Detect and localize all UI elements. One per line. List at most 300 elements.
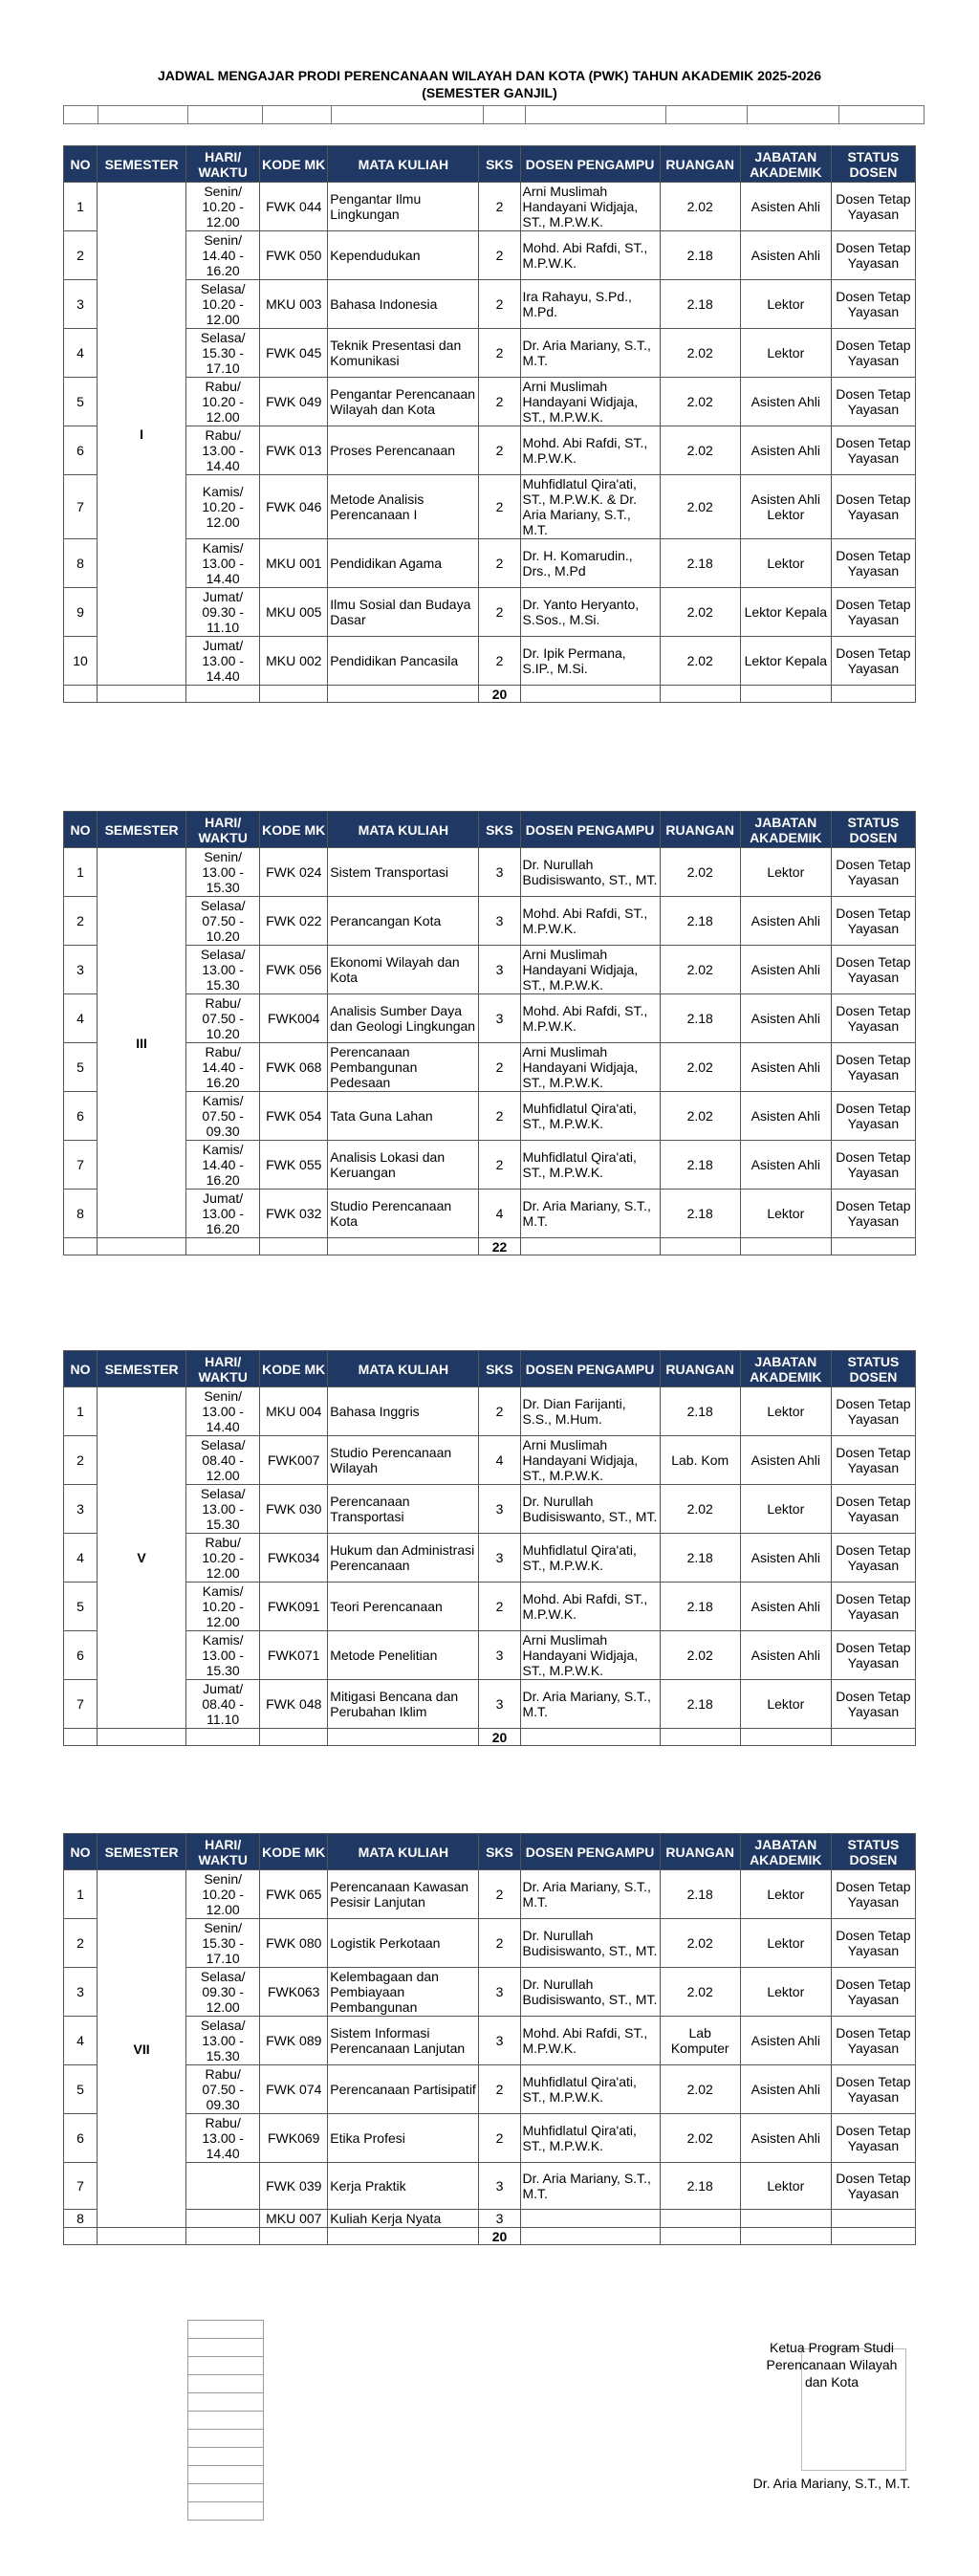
column-header-status: STATUS DOSEN xyxy=(831,146,915,183)
column-header-hari: HARI/ WAKTU xyxy=(186,812,260,848)
semester-cell: V xyxy=(98,1387,186,1729)
cell-dosen: Muhfidlatul Qira'ati, ST., M.P.W.K. xyxy=(520,2065,660,2114)
cell-kode: MKU 007 xyxy=(260,2210,328,2228)
column-header-matkul: MATA KULIAH xyxy=(328,1834,479,1870)
cell-jabatan: Asisten Ahli xyxy=(740,1436,831,1485)
cell-no: 6 xyxy=(64,1092,98,1141)
cell-no: 2 xyxy=(64,231,98,280)
total-empty-cell xyxy=(64,1729,98,1746)
column-header-kode: KODE MK xyxy=(260,1834,328,1870)
cell-sks: 2 xyxy=(479,2065,520,2114)
cell-hari: Selasa/ 13.00 - 15.30 xyxy=(186,1485,260,1534)
cell-kode: FWK 054 xyxy=(260,1092,328,1141)
cell-hari: Senin/ 13.00 - 15.30 xyxy=(186,848,260,897)
cell-jabatan: Asisten Ahli xyxy=(740,1141,831,1190)
cell-sks: 2 xyxy=(479,1092,520,1141)
cell-matkul: Kerja Praktik xyxy=(328,2163,479,2210)
cell-sks: 2 xyxy=(479,1919,520,1968)
cell-sks: 2 xyxy=(479,329,520,378)
cell-dosen: Mohd. Abi Rafdi, ST., M.P.W.K. xyxy=(520,994,660,1043)
cell-no: 8 xyxy=(64,1190,98,1238)
cell-matkul: Teori Perencanaan xyxy=(328,1583,479,1631)
cell-ruangan: 2.18 xyxy=(660,994,740,1043)
cell-ruangan: 2.18 xyxy=(660,1583,740,1631)
column-header-jabatan: JABATAN AKADEMIK xyxy=(740,812,831,848)
total-empty-cell xyxy=(260,686,328,703)
column-header-ruangan: RUANGAN xyxy=(660,1351,740,1387)
cell-status: Dosen Tetap Yayasan xyxy=(831,848,915,897)
cell-sks: 4 xyxy=(479,1436,520,1485)
cell-sks: 3 xyxy=(479,897,520,946)
cell-hari: Kamis/ 07.50 - 09.30 xyxy=(186,1092,260,1141)
cell-matkul: Pengantar Perencanaan Wilayah dan Kota xyxy=(328,378,479,426)
column-header-kode: KODE MK xyxy=(260,812,328,848)
cell-matkul: Analisis Lokasi dan Keruangan xyxy=(328,1141,479,1190)
cell-sks: 3 xyxy=(479,1631,520,1680)
table-row xyxy=(64,2017,916,2065)
cell-sks: 4 xyxy=(479,1190,520,1238)
cell-ruangan: Lab. Kom xyxy=(660,1436,740,1485)
cell-jabatan: Lektor xyxy=(740,1190,831,1238)
cell-no: 6 xyxy=(64,1631,98,1680)
cell-status: Dosen Tetap Yayasan xyxy=(831,1968,915,2017)
cell-sks: 2 xyxy=(479,231,520,280)
cell-no: 6 xyxy=(64,426,98,475)
cell-jabatan: Lektor xyxy=(740,1387,831,1436)
cell-matkul: Etika Profesi xyxy=(328,2114,479,2163)
column-header-sks: SKS xyxy=(479,812,520,848)
cell-jabatan: Asisten Ahli xyxy=(740,2114,831,2163)
cell-status: Dosen Tetap Yayasan xyxy=(831,1919,915,1968)
column-header-matkul: MATA KULIAH xyxy=(328,1351,479,1387)
cell-no: 1 xyxy=(64,183,98,231)
schedule-table-semester-vii xyxy=(63,1833,916,2245)
cell-ruangan: 2.02 xyxy=(660,1485,740,1534)
cell-status: Dosen Tetap Yayasan xyxy=(831,2017,915,2065)
cell-ruangan: 2.02 xyxy=(660,1919,740,1968)
cell-matkul: Perencanaan Pembangunan Pedesaan xyxy=(328,1043,479,1092)
cell-kode: FWK 080 xyxy=(260,1919,328,1968)
cell-status: Dosen Tetap Yayasan xyxy=(831,637,915,686)
cell-no: 2 xyxy=(64,897,98,946)
cell-hari xyxy=(186,2163,260,2210)
cell-hari: Rabu/ 13.00 - 14.40 xyxy=(186,2114,260,2163)
cell-status: Dosen Tetap Yayasan xyxy=(831,1190,915,1238)
cell-hari: Selasa/ 09.30 - 12.00 xyxy=(186,1968,260,2017)
column-header-hari: HARI/ WAKTU xyxy=(186,1351,260,1387)
cell-matkul: Kuliah Kerja Nyata xyxy=(328,2210,479,2228)
cell-ruangan: 2.02 xyxy=(660,1968,740,2017)
total-sks: 20 xyxy=(479,1729,520,1746)
cell-matkul: Studio Perencanaan Wilayah xyxy=(328,1436,479,1485)
cell-jabatan: Lektor xyxy=(740,1680,831,1729)
column-header-kode: KODE MK xyxy=(260,146,328,183)
cell-status: Dosen Tetap Yayasan xyxy=(831,897,915,946)
cell-ruangan: 2.18 xyxy=(660,1680,740,1729)
column-header-jabatan: JABATAN AKADEMIK xyxy=(740,1351,831,1387)
total-empty-cell xyxy=(660,1238,740,1255)
cell-sks: 2 xyxy=(479,588,520,637)
table-row xyxy=(64,1870,916,1919)
table-row xyxy=(64,1919,916,1968)
cell-matkul: Analisis Sumber Daya dan Geologi Lingkungan xyxy=(328,994,479,1043)
cell-kode: FWK 024 xyxy=(260,848,328,897)
cell-kode: FWK069 xyxy=(260,2114,328,2163)
cell-matkul: Sistem Informasi Perencanaan Lanjutan xyxy=(328,2017,479,2065)
total-empty-cell xyxy=(64,686,98,703)
cell-status: Dosen Tetap Yayasan xyxy=(831,280,915,329)
cell-status: Dosen Tetap Yayasan xyxy=(831,1092,915,1141)
total-sks: 22 xyxy=(479,1238,520,1255)
cell-status: Dosen Tetap Yayasan xyxy=(831,2114,915,2163)
cell-dosen: Muhfidlatul Qira'ati, ST., M.P.W.K. xyxy=(520,1141,660,1190)
total-empty-cell xyxy=(186,686,260,703)
cell-hari: Senin/ 14.40 - 16.20 xyxy=(186,231,260,280)
cell-kode: FWK 046 xyxy=(260,475,328,539)
table-row xyxy=(64,994,916,1043)
table-row xyxy=(64,426,916,475)
cell-ruangan: 2.18 xyxy=(660,280,740,329)
column-header-matkul: MATA KULIAH xyxy=(328,812,479,848)
cell-matkul: Studio Perencanaan Kota xyxy=(328,1190,479,1238)
cell-sks: 3 xyxy=(479,2017,520,2065)
cell-hari: Kamis/ 14.40 - 16.20 xyxy=(186,1141,260,1190)
cell-status xyxy=(831,2210,915,2228)
cell-kode: MKU 003 xyxy=(260,280,328,329)
total-sks: 20 xyxy=(479,686,520,703)
cell-matkul: Pendidikan Agama xyxy=(328,539,479,588)
cell-no: 9 xyxy=(64,588,98,637)
cell-ruangan: 2.18 xyxy=(660,1870,740,1919)
table-header-row xyxy=(64,146,916,183)
cell-dosen: Dr. H. Komarudin., Drs., M.Pd xyxy=(520,539,660,588)
column-header-jabatan: JABATAN AKADEMIK xyxy=(740,1834,831,1870)
column-header-semester: SEMESTER xyxy=(98,812,186,848)
cell-status: Dosen Tetap Yayasan xyxy=(831,329,915,378)
table-row xyxy=(64,1968,916,2017)
cell-no: 3 xyxy=(64,946,98,994)
cell-sks: 3 xyxy=(479,2210,520,2228)
table-row xyxy=(64,329,916,378)
cell-jabatan: Lektor xyxy=(740,1919,831,1968)
cell-dosen: Dr. Ipik Permana, S.IP., M.Si. xyxy=(520,637,660,686)
cell-hari: Selasa/ 08.40 - 12.00 xyxy=(186,1436,260,1485)
cell-no: 1 xyxy=(64,1870,98,1919)
cell-jabatan: Asisten Ahli xyxy=(740,183,831,231)
table-row xyxy=(64,280,916,329)
table-row xyxy=(64,897,916,946)
cell-jabatan: Asisten Ahli xyxy=(740,231,831,280)
table-row xyxy=(64,637,916,686)
column-header-jabatan: JABATAN AKADEMIK xyxy=(740,146,831,183)
cell-matkul: Pendidikan Pancasila xyxy=(328,637,479,686)
cell-kode: FWK034 xyxy=(260,1534,328,1583)
cell-ruangan: 2.02 xyxy=(660,2114,740,2163)
cell-sks: 2 xyxy=(479,280,520,329)
cell-matkul: Proses Perencanaan xyxy=(328,426,479,475)
total-empty-cell xyxy=(186,1729,260,1746)
cell-dosen: Dr. Nurullah Budisiswanto, ST., MT. xyxy=(520,848,660,897)
cell-status: Dosen Tetap Yayasan xyxy=(831,1534,915,1583)
total-empty-cell xyxy=(740,1238,831,1255)
cell-sks: 2 xyxy=(479,1141,520,1190)
cell-ruangan: 2.02 xyxy=(660,1043,740,1092)
cell-status: Dosen Tetap Yayasan xyxy=(831,539,915,588)
cell-kode: FWK 032 xyxy=(260,1190,328,1238)
cell-kode: FWK 050 xyxy=(260,231,328,280)
cell-jabatan: Asisten Ahli Lektor xyxy=(740,475,831,539)
total-empty-cell xyxy=(831,686,915,703)
cell-no: 3 xyxy=(64,1485,98,1534)
table-row xyxy=(64,1583,916,1631)
cell-sks: 3 xyxy=(479,1680,520,1729)
total-empty-cell xyxy=(260,1238,328,1255)
cell-ruangan: 2.18 xyxy=(660,1534,740,1583)
table-header-row xyxy=(64,1351,916,1387)
cell-no: 2 xyxy=(64,1436,98,1485)
cell-matkul: Tata Guna Lahan xyxy=(328,1092,479,1141)
table-row xyxy=(64,1631,916,1680)
column-header-no: NO xyxy=(64,812,98,848)
column-header-dosen: DOSEN PENGAMPU xyxy=(520,146,660,183)
cell-ruangan: 2.02 xyxy=(660,183,740,231)
cell-kode: FWK 048 xyxy=(260,1680,328,1729)
cell-kode: FWK091 xyxy=(260,1583,328,1631)
cell-hari: Senin/ 13.00 - 14.40 xyxy=(186,1387,260,1436)
schedule-table-semester-v xyxy=(63,1350,916,1746)
column-header-no: NO xyxy=(64,1834,98,1870)
cell-jabatan: Asisten Ahli xyxy=(740,1092,831,1141)
cell-jabatan: Asisten Ahli xyxy=(740,426,831,475)
cell-status: Dosen Tetap Yayasan xyxy=(831,946,915,994)
cell-ruangan: 2.18 xyxy=(660,897,740,946)
cell-kode: MKU 001 xyxy=(260,539,328,588)
table-header-row xyxy=(64,812,916,848)
cell-kode: MKU 004 xyxy=(260,1387,328,1436)
cell-kode: FWK 030 xyxy=(260,1485,328,1534)
cell-no: 3 xyxy=(64,280,98,329)
cell-ruangan: 2.18 xyxy=(660,1190,740,1238)
cell-no: 5 xyxy=(64,1043,98,1092)
cell-jabatan: Lektor xyxy=(740,2163,831,2210)
cell-hari: Jumat/ 13.00 - 14.40 xyxy=(186,637,260,686)
total-empty-cell xyxy=(831,2228,915,2245)
cell-dosen: Arni Muslimah Handayani Widjaja, ST., M.P.W.K. xyxy=(520,183,660,231)
table-row xyxy=(64,2210,916,2228)
total-empty-cell xyxy=(520,1238,660,1255)
cell-hari: Rabu/ 07.50 - 09.30 xyxy=(186,2065,260,2114)
column-header-semester: SEMESTER xyxy=(98,1834,186,1870)
cell-jabatan: Asisten Ahli xyxy=(740,1534,831,1583)
cell-sks: 3 xyxy=(479,946,520,994)
cell-dosen: Mohd. Abi Rafdi, ST., M.P.W.K. xyxy=(520,897,660,946)
cell-ruangan: 2.18 xyxy=(660,539,740,588)
table-row xyxy=(64,1190,916,1238)
cell-hari: Kamis/ 10.20 - 12.00 xyxy=(186,475,260,539)
cell-kode: FWK 074 xyxy=(260,2065,328,2114)
cell-ruangan: 2.02 xyxy=(660,475,740,539)
cell-status: Dosen Tetap Yayasan xyxy=(831,426,915,475)
signature-role-line-1: Ketua Program Studi xyxy=(770,2340,894,2355)
cell-dosen: Muhfidlatul Qira'ati, ST., M.P.W.K. xyxy=(520,1092,660,1141)
total-row xyxy=(64,1729,916,1746)
cell-status: Dosen Tetap Yayasan xyxy=(831,1583,915,1631)
column-header-sks: SKS xyxy=(479,1351,520,1387)
total-empty-cell xyxy=(660,1729,740,1746)
cell-dosen: Dr. Nurullah Budisiswanto, ST., MT. xyxy=(520,1968,660,2017)
cell-sks: 2 xyxy=(479,637,520,686)
cell-kode: FWK 045 xyxy=(260,329,328,378)
column-header-semester: SEMESTER xyxy=(98,146,186,183)
cell-hari: Senin/ 10.20 - 12.00 xyxy=(186,1870,260,1919)
cell-dosen: Mohd. Abi Rafdi, ST., M.P.W.K. xyxy=(520,2017,660,2065)
cell-hari xyxy=(186,2210,260,2228)
cell-dosen: Arni Muslimah Handayani Widjaja, ST., M.P.W.K. xyxy=(520,1631,660,1680)
cell-ruangan: 2.02 xyxy=(660,1631,740,1680)
total-empty-cell xyxy=(831,1729,915,1746)
signature-box-column xyxy=(187,2320,264,2521)
cell-hari: Rabu/ 14.40 - 16.20 xyxy=(186,1043,260,1092)
column-header-ruangan: RUANGAN xyxy=(660,1834,740,1870)
cell-matkul: Teknik Presentasi dan Komunikasi xyxy=(328,329,479,378)
cell-hari: Kamis/ 13.00 - 14.40 xyxy=(186,539,260,588)
cell-status: Dosen Tetap Yayasan xyxy=(831,1485,915,1534)
cell-sks: 2 xyxy=(479,183,520,231)
cell-sks: 3 xyxy=(479,1485,520,1534)
cell-ruangan: 2.18 xyxy=(660,2163,740,2210)
cell-sks: 2 xyxy=(479,1583,520,1631)
cell-jabatan: Lektor xyxy=(740,329,831,378)
cell-dosen: Arni Muslimah Handayani Widjaja, ST., M.P.W.K. xyxy=(520,946,660,994)
cell-dosen: Mohd. Abi Rafdi, ST., M.P.W.K. xyxy=(520,1583,660,1631)
total-empty-cell xyxy=(64,2228,98,2245)
table-row xyxy=(64,1436,916,1485)
cell-hari: Rabu/ 13.00 - 14.40 xyxy=(186,426,260,475)
total-empty-cell xyxy=(98,2228,186,2245)
cell-status: Dosen Tetap Yayasan xyxy=(831,1043,915,1092)
header-strip xyxy=(63,105,925,124)
cell-status: Dosen Tetap Yayasan xyxy=(831,183,915,231)
cell-no: 1 xyxy=(64,1387,98,1436)
total-empty-cell xyxy=(328,686,479,703)
column-header-kode: KODE MK xyxy=(260,1351,328,1387)
cell-jabatan: Asisten Ahli xyxy=(740,994,831,1043)
cell-jabatan: Asisten Ahli xyxy=(740,1631,831,1680)
cell-no: 8 xyxy=(64,2210,98,2228)
table-row xyxy=(64,539,916,588)
cell-jabatan: Lektor Kepala xyxy=(740,588,831,637)
cell-no: 4 xyxy=(64,994,98,1043)
cell-matkul: Metode Analisis Perencanaan I xyxy=(328,475,479,539)
cell-hari: Selasa/ 13.00 - 15.30 xyxy=(186,2017,260,2065)
cell-hari: Kamis/ 13.00 - 15.30 xyxy=(186,1631,260,1680)
total-empty-cell xyxy=(186,2228,260,2245)
cell-ruangan: 2.02 xyxy=(660,588,740,637)
cell-dosen: Arni Muslimah Handayani Widjaja, ST., M.P.W.K. xyxy=(520,1043,660,1092)
cell-no: 4 xyxy=(64,2017,98,2065)
column-header-status: STATUS DOSEN xyxy=(831,812,915,848)
cell-matkul: Ekonomi Wilayah dan Kota xyxy=(328,946,479,994)
cell-dosen: Arni Muslimah Handayani Widjaja, ST., M.P.W.K. xyxy=(520,1436,660,1485)
cell-status: Dosen Tetap Yayasan xyxy=(831,231,915,280)
cell-hari: Jumat/ 09.30 - 11.10 xyxy=(186,588,260,637)
cell-matkul: Mitigasi Bencana dan Perubahan Iklim xyxy=(328,1680,479,1729)
cell-jabatan: Asisten Ahli xyxy=(740,2065,831,2114)
cell-dosen xyxy=(520,2210,660,2228)
total-empty-cell xyxy=(520,2228,660,2245)
cell-no: 3 xyxy=(64,1968,98,2017)
cell-kode: FWK007 xyxy=(260,1436,328,1485)
cell-kode: FWK063 xyxy=(260,1968,328,2017)
table-row xyxy=(64,475,916,539)
cell-no: 6 xyxy=(64,2114,98,2163)
column-header-status: STATUS DOSEN xyxy=(831,1834,915,1870)
table-row xyxy=(64,378,916,426)
cell-jabatan: Lektor xyxy=(740,1968,831,2017)
cell-hari: Rabu/ 10.20 - 12.00 xyxy=(186,378,260,426)
total-empty-cell xyxy=(520,686,660,703)
table-row xyxy=(64,1387,916,1436)
cell-kode: FWK 013 xyxy=(260,426,328,475)
cell-status: Dosen Tetap Yayasan xyxy=(831,1870,915,1919)
cell-sks: 2 xyxy=(479,475,520,539)
cell-no: 8 xyxy=(64,539,98,588)
cell-dosen: Mohd. Abi Rafdi, ST., M.P.W.K. xyxy=(520,231,660,280)
cell-dosen: Dr. Aria Mariany, S.T., M.T. xyxy=(520,329,660,378)
cell-ruangan: 2.18 xyxy=(660,1141,740,1190)
cell-matkul: Logistik Perkotaan xyxy=(328,1919,479,1968)
cell-kode: FWK 055 xyxy=(260,1141,328,1190)
cell-jabatan xyxy=(740,2210,831,2228)
column-header-matkul: MATA KULIAH xyxy=(328,146,479,183)
cell-sks: 2 xyxy=(479,1870,520,1919)
cell-jabatan: Lektor xyxy=(740,848,831,897)
cell-hari: Selasa/ 15.30 - 17.10 xyxy=(186,329,260,378)
cell-dosen: Arni Muslimah Handayani Widjaja, ST., M.P.W.K. xyxy=(520,378,660,426)
total-empty-cell xyxy=(660,686,740,703)
cell-sks: 2 xyxy=(479,539,520,588)
column-header-status: STATUS DOSEN xyxy=(831,1351,915,1387)
cell-sks: 3 xyxy=(479,994,520,1043)
cell-jabatan: Lektor xyxy=(740,1485,831,1534)
cell-status: Dosen Tetap Yayasan xyxy=(831,1680,915,1729)
cell-sks: 3 xyxy=(479,848,520,897)
cell-status: Dosen Tetap Yayasan xyxy=(831,1387,915,1436)
total-row xyxy=(64,1238,916,1255)
schedule-table-semester-i xyxy=(63,145,916,703)
total-empty-cell xyxy=(328,2228,479,2245)
cell-ruangan: 2.02 xyxy=(660,378,740,426)
cell-jabatan: Lektor Kepala xyxy=(740,637,831,686)
cell-matkul: Perancangan Kota xyxy=(328,897,479,946)
total-empty-cell xyxy=(740,686,831,703)
cell-dosen: Mohd. Abi Rafdi, ST., M.P.W.K. xyxy=(520,426,660,475)
cell-no: 7 xyxy=(64,1141,98,1190)
column-header-hari: HARI/ WAKTU xyxy=(186,146,260,183)
cell-no: 1 xyxy=(64,848,98,897)
total-row xyxy=(64,2228,916,2245)
cell-ruangan: 2.02 xyxy=(660,2065,740,2114)
column-header-no: NO xyxy=(64,146,98,183)
total-empty-cell xyxy=(328,1238,479,1255)
table-row xyxy=(64,588,916,637)
semester-cell: VII xyxy=(98,1870,186,2228)
cell-sks: 2 xyxy=(479,426,520,475)
cell-jabatan: Lektor xyxy=(740,1870,831,1919)
cell-dosen: Muhfidlatul Qira'ati, ST., M.P.W.K. xyxy=(520,2114,660,2163)
cell-kode: FWK 089 xyxy=(260,2017,328,2065)
table-row xyxy=(64,1141,916,1190)
